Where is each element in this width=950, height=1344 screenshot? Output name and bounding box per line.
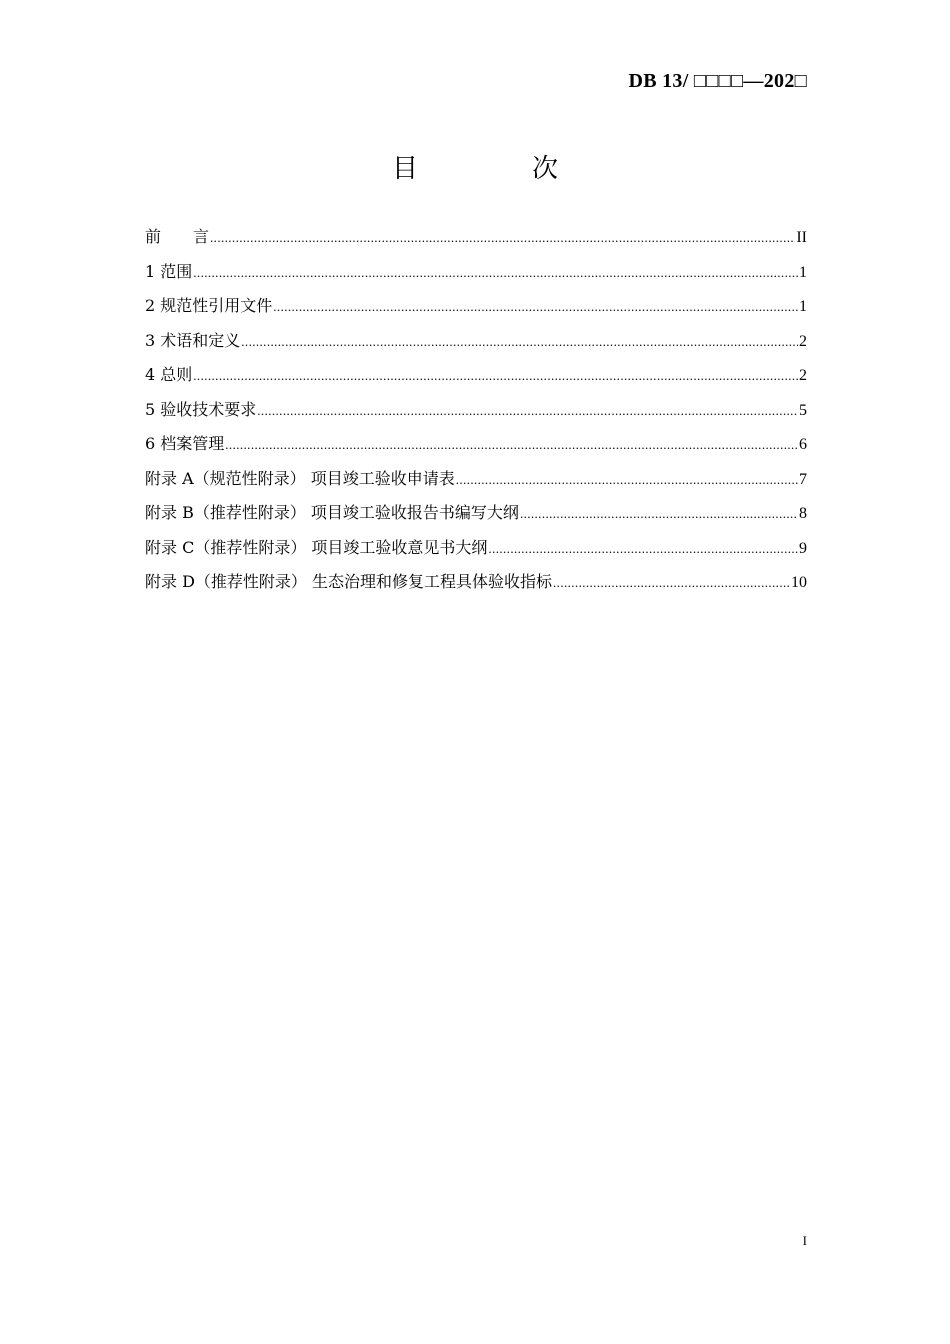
toc-entry-acceptance-requirements[interactable] (145, 399, 807, 434)
document-code: DB 13/ □□□□—202□ (628, 70, 807, 92)
toc-leader-dots (225, 434, 798, 456)
toc-entry-label: 6 档案管理 (145, 434, 225, 453)
toc-entry-label: 4 总则 (145, 365, 193, 384)
toc-entry-page: 8 (799, 505, 807, 522)
toc-entry-terms-definitions[interactable] (145, 330, 807, 365)
toc-leader-dots (273, 296, 798, 318)
toc-entry-label: 5 验收技术要求 (145, 399, 257, 419)
toc-entry-page: 1 (799, 298, 807, 315)
toc-leader-dots (210, 227, 795, 249)
toc-entry-page: 2 (799, 332, 807, 350)
toc-entry-archive-management[interactable] (145, 433, 807, 468)
toc-leader-dots (241, 331, 798, 353)
toc-leader-dots (488, 538, 798, 560)
toc-entry-appendix-b[interactable] (145, 502, 807, 537)
toc-entry-appendix-c[interactable] (145, 537, 807, 572)
toc-entry-page: 2 (799, 367, 807, 384)
toc-leader-dots (193, 262, 798, 284)
toc-entry-appendix-a[interactable] (145, 468, 807, 503)
toc-leader-dots (553, 572, 790, 594)
toc-entry-foreword[interactable] (145, 226, 807, 261)
toc-entry-label: 1 范围 (145, 261, 193, 281)
toc-entry-page: 5 (799, 401, 807, 419)
toc-entry-label: 3 术语和定义 (145, 330, 241, 350)
toc-entry-label: 附录 B（推荐性附录） 项目竣工验收报告书编写大纲 (145, 503, 519, 522)
toc-entry-page: II (796, 229, 807, 246)
toc-entry-general[interactable] (145, 364, 807, 399)
table-of-contents (145, 226, 807, 606)
toc-entry-page: 1 (799, 263, 807, 281)
toc-entry-page: 6 (799, 436, 807, 453)
toc-leader-dots (520, 503, 798, 525)
toc-leader-dots (456, 469, 798, 491)
toc-entry-label: 附录 D（推荐性附录） 生态治理和修复工程具体验收指标 (145, 572, 553, 591)
toc-leader-dots (257, 400, 798, 422)
toc-entry-label: 附录 A（规范性附录） 项目竣工验收申请表 (145, 468, 455, 488)
toc-entry-normative-references[interactable] (145, 295, 807, 330)
toc-leader-dots (193, 365, 798, 387)
toc-entry-label: 2 规范性引用文件 (145, 296, 273, 315)
page-number: I (802, 1233, 807, 1248)
toc-entry-label: 前 言 (145, 227, 210, 246)
toc-entry-page: 7 (799, 470, 807, 488)
toc-entry-scope[interactable] (145, 261, 807, 296)
toc-entry-appendix-d[interactable] (145, 571, 807, 606)
toc-entry-page: 10 (791, 574, 807, 591)
toc-entry-page: 9 (799, 539, 807, 557)
toc-title: 目 次 (391, 154, 602, 184)
toc-entry-label: 附录 C（推荐性附录） 项目竣工验收意见书大纲 (145, 537, 488, 557)
